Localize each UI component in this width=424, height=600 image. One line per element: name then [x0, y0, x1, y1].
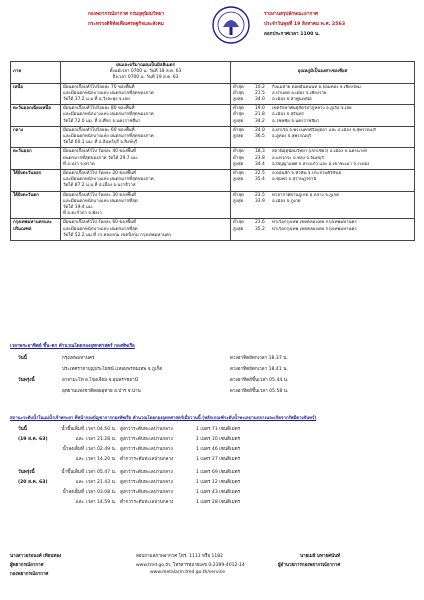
temp-kind: สูงสุด: [233, 198, 244, 204]
sun-location: อาจามะโท อ.โขงเจียม จ.อุบลราชธานี: [62, 378, 138, 383]
tide-field: ต่ำกว่าระดับทะเลปานกลาง: [120, 500, 174, 505]
region-cell: กรุงเทพมหานครและปริมณฑล: [11, 219, 61, 241]
rain-line: ที่ อ.ปง่ว จ.ตราด: [63, 161, 95, 167]
temp-line: [233, 227, 412, 233]
header-left: [88, 10, 218, 30]
rain-line: วัดได้ 87.2 ม.ม.ที่ อ.เมือง จ.นราธิวาส: [63, 183, 136, 189]
table-row: [11, 170, 415, 192]
table-row: [11, 83, 415, 105]
table-row: [11, 126, 415, 148]
temp-kind: สูงสุด: [233, 97, 244, 103]
sun-day-label: วันนี้: [18, 356, 27, 361]
rain-cell: [61, 148, 231, 170]
tmd-logo-icon: [209, 3, 253, 47]
rain-line: มีฝนตกเกือบทั่วไปร้อยละ 70 ของพื้นที่: [63, 84, 135, 90]
temp-station: อ.ปัญญาแพศ จ.สระแก้ว และ อ.เขาชะเมา จ.ระยอง: [272, 161, 370, 167]
rain-cell: [61, 170, 231, 192]
region-cell: กลาง: [11, 126, 61, 148]
rain-line: วัดได้ 19.4 มม.: [63, 205, 94, 211]
temp-station: อ.โชคชัย จ.นครราชสีมา: [272, 118, 320, 124]
contact-web[interactable]: www.tmd.go.th, โทรสารหมายเลข 0-2399-4012-14: [136, 563, 245, 568]
sun-time: ดวงอาทิตย์ตกเวลา 18.41 น.: [230, 367, 288, 372]
issue-time: ออกประกาศเวลา 1100 น.: [264, 32, 320, 37]
forecaster-role: ผู้พยากรณ์อากาศ: [10, 563, 44, 568]
rain-line: มีฝนตกเกือบทั่วไป ร้อยละ 30 ของพื้นที่: [63, 192, 136, 198]
tide-field: และ: [75, 500, 84, 505]
col-temp-header: อุณหภูมิเป็นองศาเซลเซียส: [231, 62, 415, 84]
rain-cell: [61, 191, 231, 219]
temp-value: 34.0: [255, 97, 265, 103]
rain-line: ฝนตกมากที่สุดของภาค วัดได้ 29.7 มม.: [63, 155, 139, 161]
table-row: [11, 148, 415, 170]
director-name: นายเมธี มหายศนันท์: [300, 554, 341, 559]
rain-cell: [61, 126, 231, 148]
temp-station: อ.เมือง จ.ภูเก็ต: [272, 198, 301, 204]
rain-line: มีฝนตกเกือบทั่วไป ร้อยละ 40 ของพื้นที่: [63, 149, 136, 155]
temp-value: 23.6: [255, 220, 265, 226]
temp-value: 24.0: [255, 127, 265, 133]
temp-line: [233, 199, 412, 205]
rain-line: และมีฝนตกหนักบางแห่ง ฝนตกมากที่สุด: [63, 198, 138, 204]
temp-value: 23.8: [255, 155, 265, 161]
rain-line: มีฝนตกเกือบทั่วไปร้อยละ 80 ของพื้นที่: [63, 106, 135, 112]
sun-section-title: เวลาพระอาทิตย์ ขึ้น-ตก คำนวณโดยกองอุทกศาสตร์ กองทัพเรือ: [10, 344, 135, 349]
temp-value: 35.2: [255, 226, 265, 232]
temp-kind: ต่ำสุด: [233, 112, 244, 118]
temp-kind: สูงสุด: [233, 161, 244, 167]
sun-time: ดวงอาทิตย์ตกเวลา 18.37 น.: [230, 356, 288, 361]
tide-day-date: (20 ส.ค. 63): [18, 480, 48, 485]
temp-station: ท่าเรือกรุงเทพ เขตคลองเตย กรุงเทพมหานคร: [272, 220, 357, 226]
report-title: รายงานสรุปลักษณะอากาศ: [264, 12, 318, 17]
rain-line: มีฝนตกเกือบทั่วไปร้อยละ 60 ของพื้นที่: [63, 127, 135, 133]
tide-field: สูงกว่าระดับทะเลปานกลาง: [120, 490, 173, 495]
temp-value: 34.2: [255, 118, 265, 124]
temp-kind: ต่ำสุด: [233, 220, 244, 226]
table-row: [11, 191, 415, 219]
rain-cell: [61, 83, 231, 105]
tide-field: เวลา 21.28 น.: [86, 437, 117, 442]
temp-station: เขตรักษาพันธุ์สัตว์ป่าภูหลวง อ.ภูเรือ จ.เลย: [272, 106, 352, 112]
temp-line: [233, 97, 412, 103]
table-row: [11, 219, 415, 241]
tide-field: และ: [75, 457, 84, 462]
tide-field: และ: [75, 480, 84, 485]
tide-field: เวลา 04.50 น.: [86, 427, 117, 432]
rain-line: วัดได้ 72.0 มม. ที่ อ.ศีขร จ.นครราชสีมา: [63, 118, 141, 124]
tide-field: เวลา 05.47 น.: [86, 470, 117, 475]
rain-line: วัดได้ 52.2 มม.ที่ รร.คลองกุ่ม เขตบึงกุ่ม กรุงเทพมหานคร: [63, 232, 172, 238]
temp-station: อ.ชุมพร จ.สุราษฎร์ธานี: [272, 177, 317, 183]
sun-time: ดวงอาทิตย์ขึ้นเวลา 05.44 น.: [230, 378, 289, 383]
temp-value: 35.4: [255, 177, 265, 183]
tide-field: น้ำลงเต็มที่: [62, 447, 84, 452]
temp-station: กิ่งแม่สาย ดอยอินทนนท์ อ.จอมทอง จ.เชียงใหม่: [272, 84, 361, 90]
temp-value: 23.5: [255, 192, 265, 198]
temp-kind: ต่ำสุด: [233, 192, 244, 198]
temp-kind: ต่ำสุด: [233, 127, 244, 133]
rain-line: วัดได้ 60.1 มม. ที่ อ.อินทร์บุรี จ.สิงห์บุรี: [63, 140, 138, 146]
tide-field: เวลา 03.08 น.: [86, 490, 117, 495]
tide-field: สูงกว่าระดับทะเลปานกลาง: [120, 447, 173, 452]
temp-line: [233, 177, 412, 183]
tide-field: สูงกว่าระดับทะเลปานกลาง: [120, 470, 173, 475]
temp-kind: สูงสุด: [233, 177, 244, 183]
tide-field: สูงกว่าระดับทะเลปานกลาง: [120, 437, 173, 442]
temp-value: 21.8: [255, 112, 265, 118]
temp-value: 22.5: [255, 171, 265, 177]
tide-field: 1 เมตร 71 เซนติเมตร: [196, 427, 241, 432]
tide-field: เวลา 14.20 น.: [86, 457, 117, 462]
tide-field: 1 เมตร 28 เซนติเมตร: [196, 500, 241, 505]
forecaster-org: กองพยากรณ์อากาศ: [10, 572, 49, 577]
rain-line: มีฝนตกเกือบทั่วไป ร้อยละ 20 ของพื้นที่: [63, 171, 136, 177]
temp-station: อ.ท่าเรือ จ.พระนครศรีอยุธยา และ อ.เมือง จ.สุพรรณบุรี: [272, 127, 376, 133]
region-cell: ใต้ฝั่งตะวันตก: [11, 191, 61, 219]
temp-station: อ.อู่ทอง จ.สุพรรณบุรี: [272, 134, 312, 140]
contact-service[interactable]: www.metalarm.tmd.go.th/service: [150, 570, 225, 575]
rain-cell: [61, 105, 231, 127]
temp-kind: ต่ำสุด: [233, 84, 244, 90]
tide-field: 1 เมตร 43 เซนติเมตร: [196, 490, 241, 495]
temp-station: อ.ป่าแดด อ.เมือง จ.เชียงราย: [272, 90, 327, 96]
sun-location: กรุงเทพมหานคร: [62, 356, 95, 361]
temp-station: อ.แหวกระ อ.ชลุง จ.จันทบุรี: [272, 155, 324, 161]
contact-phone: สอบถามสภาพอากาศ โทร. 1111 หรือ 1182: [136, 554, 224, 559]
rain-line: และมีฝนตกหนักบางแห่ง ฝนตกมากที่สุดของภาค: [63, 134, 154, 140]
tide-field: 1 เมตร 69 เซนติเมตร: [196, 470, 241, 475]
temp-kind: สูงสุด: [233, 134, 244, 140]
region-cell: เหนือ: [11, 83, 61, 105]
temp-cell: [231, 148, 415, 170]
rain-line: มีฝนตกเกือบทั่วไป ร้อยละ 60 ของพื้นที่: [63, 220, 136, 226]
sun-day-label: วันพรุ่งนี้: [18, 378, 35, 383]
rain-line: และมีฝนตกหนักบางแห่ง ฝนตกมากที่สุด: [63, 226, 138, 232]
tide-field: 1 เมตร 12 เซนติเมตร: [196, 480, 241, 485]
tide-field: สูงกว่าระดับทะเลปานกลาง: [120, 427, 173, 432]
temp-value: 34.4: [255, 161, 265, 167]
temp-station: อ.ดอนสัก จ.หัวหิน จ.ประจวบคีรีขันธ์: [272, 171, 342, 177]
ministry-name: กระทรวงดิจิทัลเพื่อเศรษฐกิจและสังคม: [88, 22, 164, 27]
weather-table: [10, 61, 415, 241]
tide-day-label: วันนี้: [18, 427, 27, 432]
temp-kind: ต่ำสุด: [233, 90, 244, 96]
temp-value: 33.9: [255, 198, 265, 204]
tide-field: และ: [75, 437, 84, 442]
rain-line: ที่ อ.ตะกั่วป่า จ.พังงา: [63, 211, 102, 217]
temp-value: 18.3: [255, 149, 265, 155]
temp-cell: [231, 83, 415, 105]
tide-field: น้ำขึ้นเต็มที่: [61, 470, 84, 475]
temp-station: ท่าอากาศยานภูเก็ต อ.ถลาง จ.ภูเก็ต: [272, 192, 339, 198]
temp-station: สถานีอุตุนิยมวิทยา (เขาเขียว) อ.เมือง จ.นครนายก: [272, 149, 368, 155]
rain-line: และมีฝนตกหนักบางแห่ง ฝนตกมากที่สุดของภาค: [63, 177, 154, 183]
col-region-header: ภาค: [11, 62, 61, 84]
report-date: ประจำวันพุธที่ 19 สิงหาคม พ.ศ. 2563: [264, 22, 346, 27]
region-cell: ใต้ฝั่งตะวันออก: [11, 170, 61, 192]
tide-field: น้ำลงเต็มที่: [62, 490, 84, 495]
header-right: [264, 10, 384, 40]
rain-cell: [61, 219, 231, 241]
table-row: [11, 105, 415, 127]
temp-line: [233, 162, 412, 168]
tide-field: 1 เมตร 46 เซนติเมตร: [196, 447, 241, 452]
rain-line: และมีฝนตกหนักบางแห่ง ฝนตกมากที่สุดของภาค: [63, 112, 154, 118]
tide-field: เวลา 21.43 น.: [86, 480, 117, 485]
rain-line: และมีฝนตกหนักบางแห่ง ฝนตกมากที่สุดของภาค: [63, 90, 154, 96]
temp-cell: [231, 105, 415, 127]
temp-line: [233, 119, 412, 125]
forecaster-name: นางสาวอรอนงค์ เทียนทอง: [10, 554, 62, 559]
sun-location: ประเทศรายาบุญประโยชน์ แหลมพรหมเทพ จ.ภูเก็ต: [62, 367, 163, 372]
temp-cell: [231, 126, 415, 148]
sun-location: อุทยานแห่งชาติดอยอุทาย อ.ป่าร จ.น่าน: [62, 389, 141, 394]
tide-field: เวลา 14.59 น.: [86, 500, 117, 505]
rain-line: วัดได้ 37.2 ม.ม.ที่ อ.วังสะพุง จ.เลย: [63, 97, 130, 103]
temp-station: ท่าเรือกรุงเทพ เขตคลองเตย กรุงเทพมหานคร: [272, 226, 357, 232]
tide-field: 1 เมตร 27 เซนติเมตร: [196, 457, 241, 462]
temp-kind: สูงสุด: [233, 118, 244, 124]
tide-field: เวลา 02.49 น.: [86, 447, 117, 452]
temp-value: 10.2: [255, 84, 265, 90]
tide-day-date: (19 ส.ค. 63): [18, 437, 48, 442]
region-cell: ตะวันออก: [11, 148, 61, 170]
temp-kind: ต่ำสุด: [233, 149, 244, 155]
temp-kind: ต่ำสุด: [233, 106, 244, 112]
temp-value: 19.0: [255, 106, 265, 112]
director-role: ผู้อำนวยการกองพยากรณ์อากาศ: [278, 563, 341, 568]
temp-cell: [231, 219, 415, 241]
sun-time: ดวงอาทิตย์ขึ้นเวลา 05.58 น.: [230, 389, 289, 394]
tide-field: น้ำขึ้นเต็มที่: [61, 427, 84, 432]
temp-value: 36.5: [255, 134, 265, 140]
org-name: กองพยากรณ์อากาศ กรมอุตุนิยมวิทยา: [88, 12, 165, 17]
temp-cell: [231, 191, 415, 219]
tide-section-title: สถานะระดับน้ำในแม่น้ำเจ้าพระยา ที่หน้ากองบัญชาการกองทัพเรือ คำนวณโดยกองอุทกศาสตร์เมื่อวานนี้ (หลักเกณฑ์ระดับน้ำทะเลปานกลางและเกิดจากรัศมีดวงจันทร์): [10, 416, 317, 421]
temp-kind: ต่ำสุด: [233, 155, 244, 161]
tide-field: 1 เมตร 10 เซนติเมตร: [196, 437, 241, 442]
temp-cell: [231, 170, 415, 192]
region-cell: ตะวันออกเฉียงเหนือ: [11, 105, 61, 127]
temp-station: อ.เมือง จ.สุรินทร์: [272, 112, 304, 118]
temp-station: อ.เมือง จ.ลำพูนเหนือ: [272, 97, 312, 103]
temp-line: [233, 134, 412, 140]
col-rain-header: ฝนและปริมาณฝนเป็นมิลลิเมตร ตั้งแต่เวลา 0700 น. วันที่ 18 ส.ค. 63 ถึงเวลา 0700 น. วันที่ 19 ส.ค. 63: [61, 62, 231, 84]
tide-field: ต่ำกว่าระดับทะเลปานกลาง: [120, 457, 174, 462]
tide-field: สูงกว่าระดับทะเลปานกลาง: [120, 480, 173, 485]
temp-value: 21.5: [255, 90, 265, 96]
temp-kind: ต่ำสุด: [233, 171, 244, 177]
temp-kind: สูงสุด: [233, 226, 244, 232]
tide-day-label: วันพรุ่งนี้: [18, 470, 35, 475]
